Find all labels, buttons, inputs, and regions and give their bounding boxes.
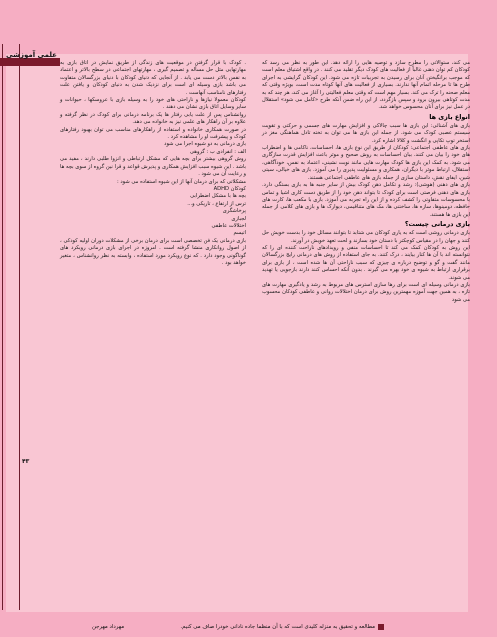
paragraph: بازی های آشنائی: این بازی ها سبب چالاکی و افزایش مهارت های جسمی و حرکتی و تقویت سیستم عصبی کودک می شود. از جمله این بازی ها می توان به تخته تادل هماهنگی مغز در استخر توپ تکاپی و انگشت و کلالا اشاره کرد. bbox=[262, 122, 470, 144]
footer-quote: مطالعه و تحقیق به منزله کلیدی است که با آن منظما جاده نادانی خودرا صاف می کنیم. bbox=[180, 624, 375, 630]
paragraph: بازی های عاطفی اجتماعی: کودکان از طریق این نوع بازی ها، احساسات، ناکامی ها و اضطراب های خود را بیان می کنند. بیان احساسات به روش صحیح و موثر باعث افزایش قدرت سازگاری می شود. به کمک این بازی ها کودک مهارت هایی مانند نوبت نشینی، اعتماد به نفس، خودآگاهی، استقلال، ارتباط موثر با دیگران، همکاری و مسئولیت پذیری را می آموزد. بازی های خیالی، سیتی شین، ایفای نقش، داستان سازی از جمله بازی های عاطفی اجتماعی هستند. bbox=[262, 145, 470, 181]
paragraph: بازی درمانی به دو شیوه اجرا می شود bbox=[164, 141, 246, 148]
list-item: لجبازی bbox=[231, 215, 246, 222]
footer bbox=[0, 618, 497, 637]
paragraph: . کودک با قرار گرفتن در موقعیت های زندگی از طریق نمایش در اتاق بازی به مهارتهایی مثل حل مسأله و تصمیم گیری ، مهارتهای اجتماعی در سطح بالاتر و اعتماد به نفس بالاتر دست می یابد . از آنجایی که دنیای کودکان با دنیای بزرگسالان متفاوت می باشد بازی وسیله ای است برای نزدیک شدن به دنیای کودکان و یافتن علت رفتارهای نامناسب آنهاست . bbox=[60, 60, 246, 96]
list-item: بچه ها با مشکل اضطرابی bbox=[190, 193, 246, 200]
paragraph: در صورت همکاری خانواده و استفاده از راهکارهای مناسب می توان بهبود رفتارهای کودک و پیشرفت او را مشاهده کرد . bbox=[60, 126, 246, 141]
paragraph: بازی درمانی وسیله ای است برای رها سازی استرس های مربوط به رشد و یادگیری مهارت های تازه ، به همین جهت آموزه مهمترین روش برای درمان اختلالات روانی و عاطفی کودکان محسوب می شود bbox=[262, 281, 470, 303]
list-item: اختلالات عاطفی bbox=[211, 222, 246, 229]
bullet-mark bbox=[378, 624, 384, 630]
section-heading: انواع بازی ها bbox=[429, 112, 470, 121]
right-column bbox=[262, 60, 470, 304]
paragraph: مشکلاتی که برای درمان آنها از این شیوه استفاده می شود : bbox=[116, 178, 246, 185]
list-item: پرخاشگری bbox=[222, 208, 246, 215]
list-item: ترس از ارتفاع ، تاریکی و... bbox=[187, 200, 246, 207]
paragraph: این روش به کودکان کمک می کند تا احساسات منفی و رویدادهای ناراحت کننده ای را که نتوانسته اند با آن ها کنار بیایند ، درک کنند. به جای استفاده از روش های درمانی رایج بزرگسالان مانند گفت و گو و توضیح درباره ی چیزی که سبب ناراحتی آن ها شده است ، از بازی برای برقراری ارتباط به شیوه ی خود بهره می گیرند . بدون آنکه احساس کنند دارند بازجویی یا تهدید می شوند. bbox=[262, 244, 470, 281]
paragraph: روش گروهی بیشتر برای بچه هایی که مشکل ارتباطی و انزوا طلبی دارند ، مفید می باشد . این شیوه سبب افزایش همکاری و پذیرش قواعد و قرا نین گروه از سوی بچه ها و رعایت آن می شود . bbox=[60, 156, 246, 178]
paragraph: بازی های ذهنی (هوشی): رشد و تکامل ذهن کودک بیش از سایر جنبه ها به بازی بستگی دارد. بازی های ذهنی فرصتی است برای کودک تا بتواند ذهن خود را از طریق دست کاری اشیا و تماس با محسوسات متفاوتی را کشف کرده و از این راه تجربه می آموزد. بازی با مکعب ها، کارت های حافظه، دومینوها، سازه ها، ساختنی ها، مک های متناقیمی، دیوارک ها و بازی های کلامی از جمله این بازی ها هستند. bbox=[262, 182, 470, 218]
paragraph: بازی درمانی یک فن تخصصی است برای درمان برخی از مشکلات دوران اولیه کودکی ، از اصول روانکاری منشا گرفته است . امروزه در اجرای بازی درمانی رویکرد های گوناگونی وجود دارد . که نوع رویکرد مورد استفاده ، وابسته به نظر روانشناس ، متغیر خواهد بود . bbox=[60, 237, 246, 266]
paragraph: روانشناس پس از علت یابی رفتار ها یک برنامه درمانی برای کودک در نظر گرفته و علاوه بر آن راهکار های علمی نیز به خانواده می دهد. bbox=[60, 111, 246, 126]
footer-author: مهرداد مهرجن bbox=[92, 624, 125, 630]
list-item: اتیسم bbox=[233, 230, 246, 237]
left-column bbox=[60, 60, 246, 267]
paragraph: بازی درمانی روشی است که به یاری کودکان می شتابد تا بتوانند مسائل خود را بدست خویش حل کنند و جهان را در مقیاس کوچکتر با دستان خود بسازند و لحت تعهد خویش در آورند. bbox=[262, 230, 470, 244]
list-item: کودکان ADHD bbox=[213, 185, 246, 192]
paragraph: می کند، ستوالاتی را مطرح سازد و توصیه هایی را ارائه دهد. این طور به نظر می رسد که کودکان کم توان ذهنی غالباً از فعالیت های کودک دیگر تقلید می کنند . در واقع اشتیاق معلم است که موجب برانگیختن آنان برای رسیدن به تجربیات تازه می شود. این کودکان گرایشی به اجرای طرح ها تا مرحله اتمام آنها ندارند. بسیاری از فعالیت های آنها کوتاه مدت است، بویژه وقتی که معلم صحنه را ترک می کند. بسیار مهم است که وقتی معلم فعالیتی را آغاز می کند، هر چند که به مدت کوتاهی بیرون برود و سپس بازگردد، از این راه ضمن آنکه طرح «کامل می شود» استقلال در عمل نیز برای آنان محسوس خواهد شد. bbox=[262, 60, 470, 111]
paragraph: کودکان معمولا نیازها و ناراحتی های خود را به وسیله بازی با عروسکها ، حیوانات و سایر وسایل اتاق بازی نشان می دهند . bbox=[60, 97, 246, 111]
section-heading: بازی درمانی چیست؟ bbox=[404, 220, 470, 229]
paragraph: الف : انفرادی ب : گروهی bbox=[189, 148, 246, 155]
page-number: ۴۳ bbox=[22, 458, 30, 465]
side-strip bbox=[2, 44, 20, 610]
section-brand: علمی آموزشی bbox=[6, 51, 57, 59]
